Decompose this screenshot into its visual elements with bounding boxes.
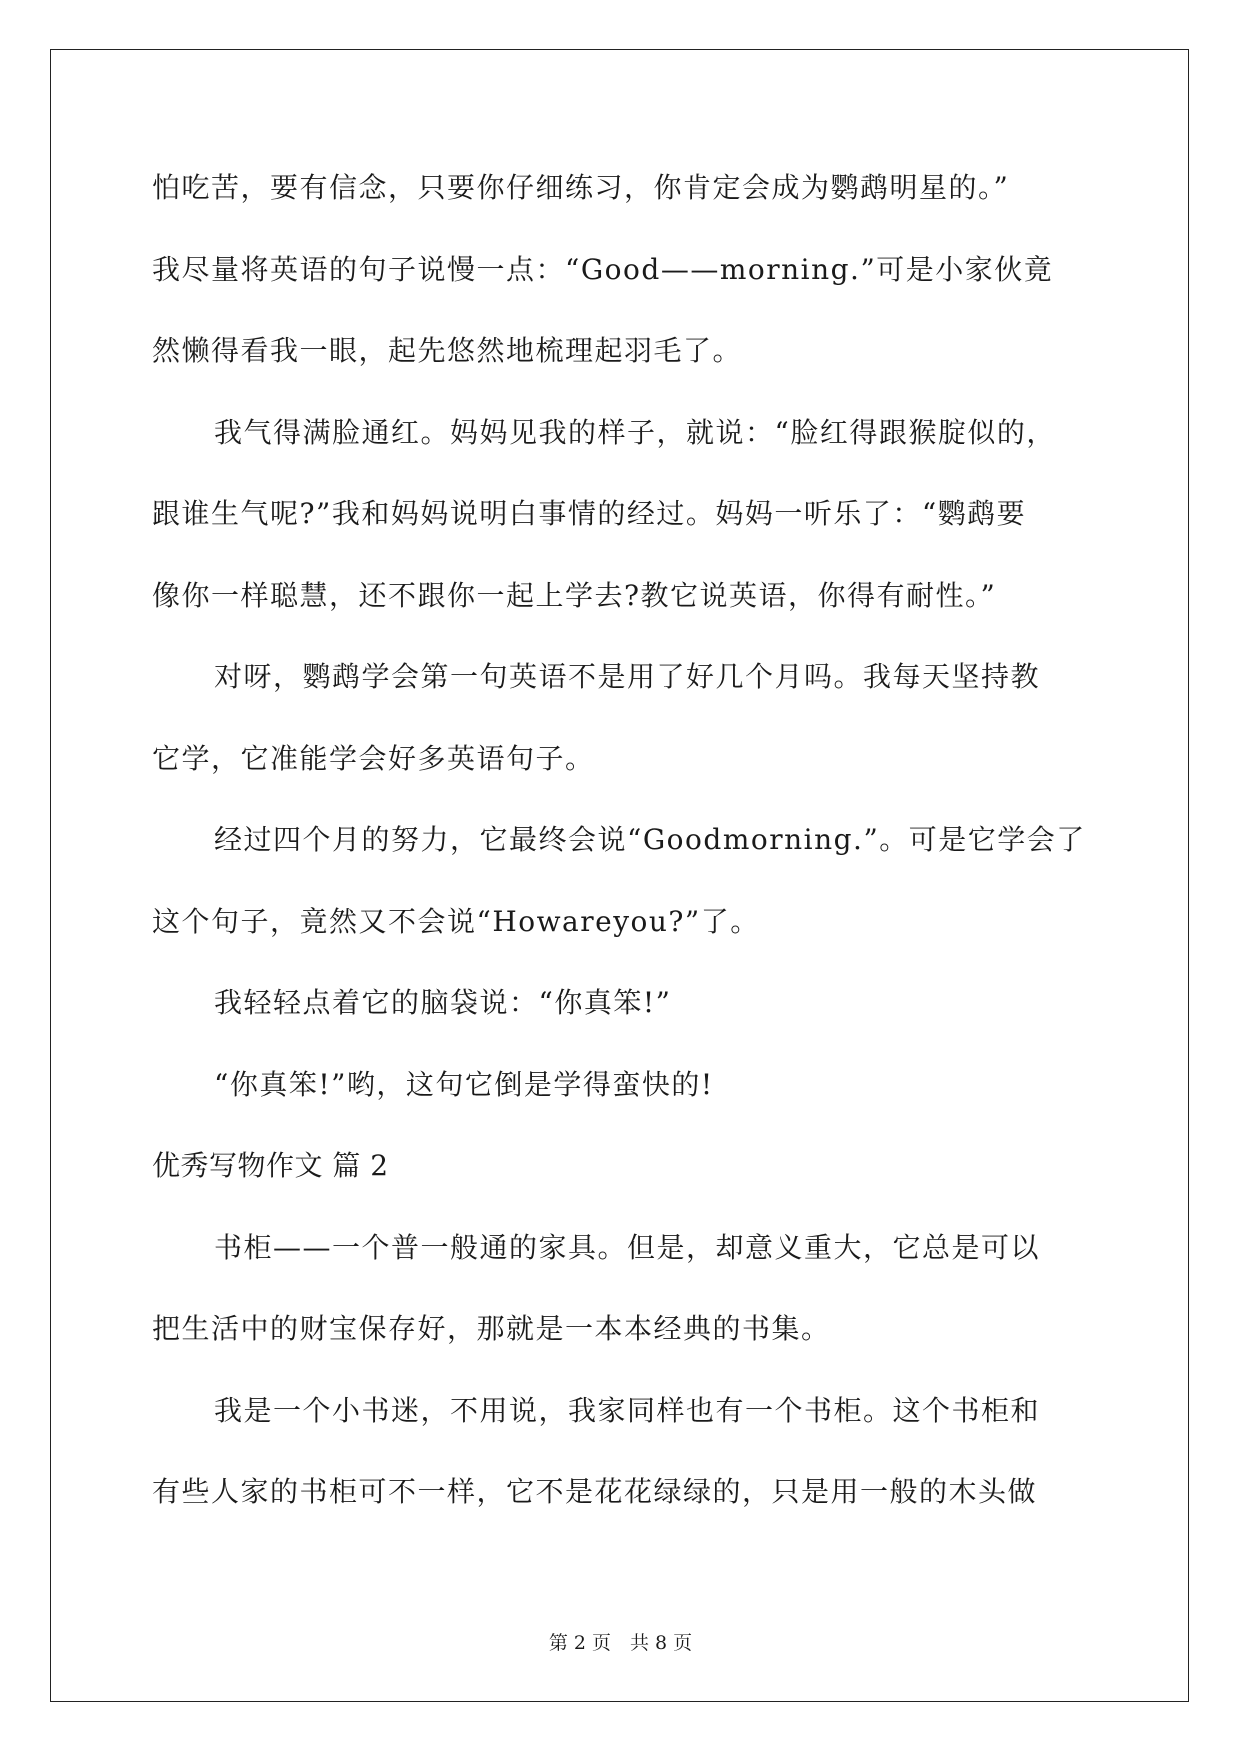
text-line: 书柜——一个普一般通的家具。但是，却意义重大，它总是可以 [214,1230,1041,1264]
section-heading: 优秀写物作文 篇 2 [152,1149,389,1182]
document-body [152,158,1090,1544]
text-line: 怕吃苦，要有信念，只要你仔细练习，你肯定会成为鹦鹉明星的。” [152,171,1010,204]
text-line: 有些人家的书柜可不一样，它不是花花绿绿的，只是用一般的木头做 [152,1475,1038,1508]
text-line: 这个句子，竟然又不会说“Howareyou?”了。 [152,904,760,938]
text-line: 它学，它准能学会好多英语句子。 [152,741,595,775]
text-line: 跟谁生气呢?”我和妈妈说明白事情的经过。妈妈一听乐了：“鹦鹉要 [152,497,1027,530]
text-line: 我尽量将英语的句子说慢一点：“Good——morning.”可是小家伙竟 [152,252,1054,286]
text-line: 像你一样聪慧，还不跟你一起上学去?教它说英语，你得有耐性。” [152,578,997,612]
page-number-footer: 第 2 页 共 8 页 [548,1632,693,1654]
text-line: 然懒得看我一眼，起先悠然地梳理起羽毛了。 [152,334,743,367]
text-line: 我是一个小书迷，不用说，我家同样也有一个书柜。这个书柜和 [214,1393,1041,1427]
text-line: 对呀，鹦鹉学会第一句英语不是用了好几个月吗。我每天坚持教 [214,660,1041,693]
text-line: 我气得满脸通红。妈妈见我的样子，就说：“脸红得跟猴腚似的， [214,415,1056,449]
text-line: “你真笨!”哟，这句它倒是学得蛮快的! [214,1067,714,1101]
text-line: 经过四个月的努力，它最终会说“Goodmorning.”。可是它学会了 [214,823,1086,856]
text-line: 我轻轻点着它的脑袋说：“你真笨!” [214,986,672,1019]
text-line: 把生活中的财宝保存好，那就是一本本经典的书集。 [152,1312,831,1345]
